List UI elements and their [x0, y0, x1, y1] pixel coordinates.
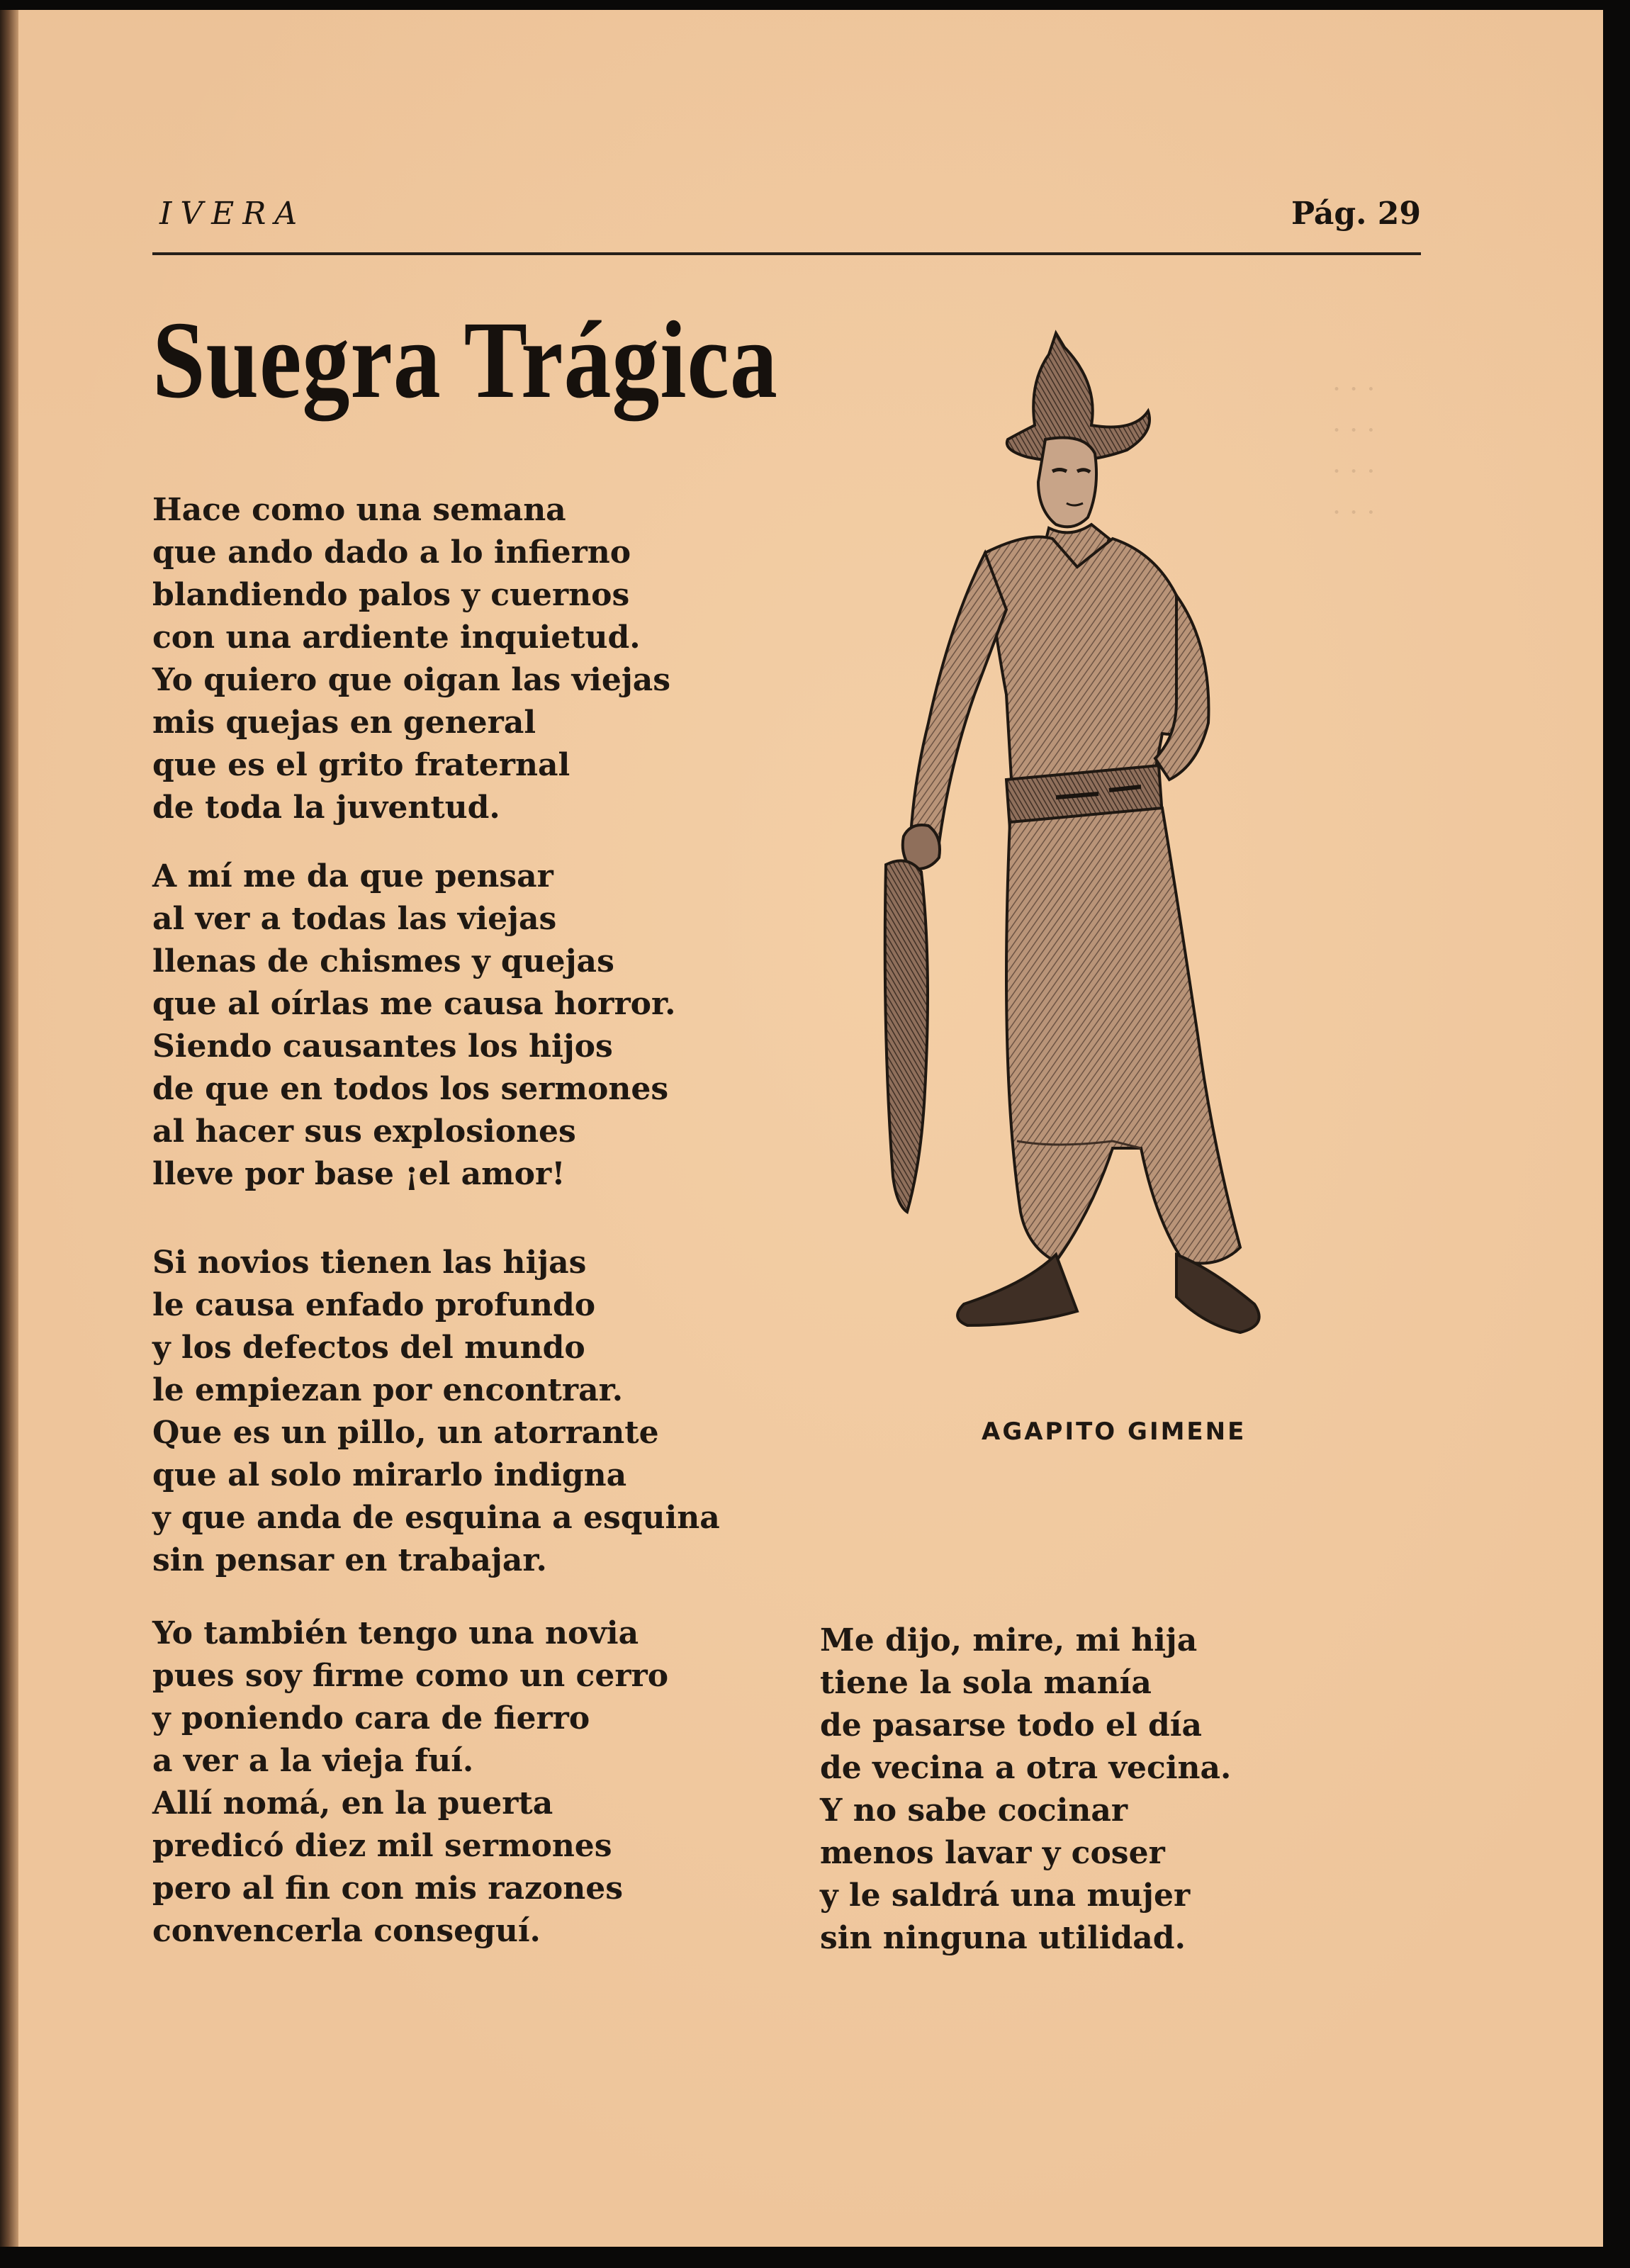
poem-line: Que es un pillo, un atorrante [152, 1415, 659, 1451]
poem-line: mis quejas en general [152, 704, 536, 741]
poem-line: y que anda de esquina a esquina [152, 1500, 720, 1536]
poem-line: tiene la sola manía [820, 1665, 1152, 1701]
magazine-name: IVERA [159, 196, 306, 232]
poem-line: al hacer sus explosiones [152, 1113, 576, 1150]
poem-line: Siendo causantes los hijos [152, 1028, 613, 1065]
poem-line: pero al fin con mis razones [152, 1870, 624, 1907]
poem-line: y le saldrá una mujer [820, 1877, 1191, 1914]
poem-line: sin ninguna utilidad. [820, 1920, 1186, 1956]
poem-line: menos lavar y coser [820, 1835, 1165, 1871]
scan-border-top [0, 0, 1630, 10]
poem-line: de pasarse todo el día [820, 1707, 1203, 1744]
poem-line: predicó diez mil sermones [152, 1828, 612, 1864]
poem-line: convencerla conseguí. [152, 1913, 541, 1949]
page-number: Pág. 29 [1291, 196, 1421, 232]
poem-line: de que en todos los sermones [152, 1071, 669, 1107]
scan-border-bottom [0, 2247, 1630, 2268]
book-spine-edge [0, 0, 18, 2268]
poem-line: le causa enfado profundo [152, 1287, 596, 1323]
poem-line: blandiendo palos y cuernos [152, 577, 630, 613]
poem-line: de vecina a otra vecina. [820, 1750, 1232, 1786]
poem-line: pues soy firme como un cerro [152, 1658, 669, 1694]
poem-line: Y no sabe cocinar [820, 1792, 1128, 1829]
poem-line: le empiezan por encontrar. [152, 1372, 624, 1408]
running-head [159, 196, 1421, 245]
show-through-text: · · · · · · · · · · · · [1332, 374, 1376, 528]
poem-line: Me dijo, mire, mi hija [820, 1622, 1198, 1658]
poem-line: al ver a todas las viejas [152, 901, 557, 937]
poem-title: Suegra Trágica [152, 298, 778, 421]
header-rule [152, 252, 1421, 255]
illustration-caption: AGAPITO GIMENE [982, 1418, 1247, 1446]
poem-line: con una ardiente inquietud. [152, 619, 641, 656]
poem-line: sin pensar en trabajar. [152, 1542, 547, 1578]
stanza-4 [152, 1612, 668, 1953]
poem-line: Allí nomá, en la puerta [152, 1785, 553, 1821]
poem-line: que es el grito fraternal [152, 747, 570, 783]
stanza-5 [820, 1619, 1231, 1960]
poem-line: Hace como una semana [152, 492, 566, 528]
poem-line: Yo quiero que oigan las viejas [152, 662, 671, 698]
poem-line: A mí me da que pensar [152, 858, 553, 894]
stanza-3 [152, 1242, 720, 1582]
gaucho-illustration [843, 326, 1297, 1382]
poem-line: Si novios tienen las hijas [152, 1245, 587, 1281]
stanza-1 [152, 489, 670, 829]
poem-line: lleve por base ¡el amor! [152, 1156, 566, 1192]
poem-line: que al solo mirarlo indigna [152, 1457, 627, 1493]
scan-border-right [1603, 0, 1630, 2268]
poem-line: y los defectos del mundo [152, 1330, 585, 1366]
poem-line: llenas de chismes y quejas [152, 943, 614, 979]
poem-line: a ver a la vieja fuí. [152, 1743, 474, 1779]
poem-line: que al oírlas me causa horror. [152, 986, 676, 1022]
poem-line: que ando dado a lo infierno [152, 534, 631, 571]
poem-line: de toda la juventud. [152, 790, 500, 826]
poem-line: y poniendo cara de fierro [152, 1700, 590, 1736]
stanza-2 [152, 855, 675, 1196]
poem-line: Yo también tengo una novia [152, 1615, 639, 1651]
